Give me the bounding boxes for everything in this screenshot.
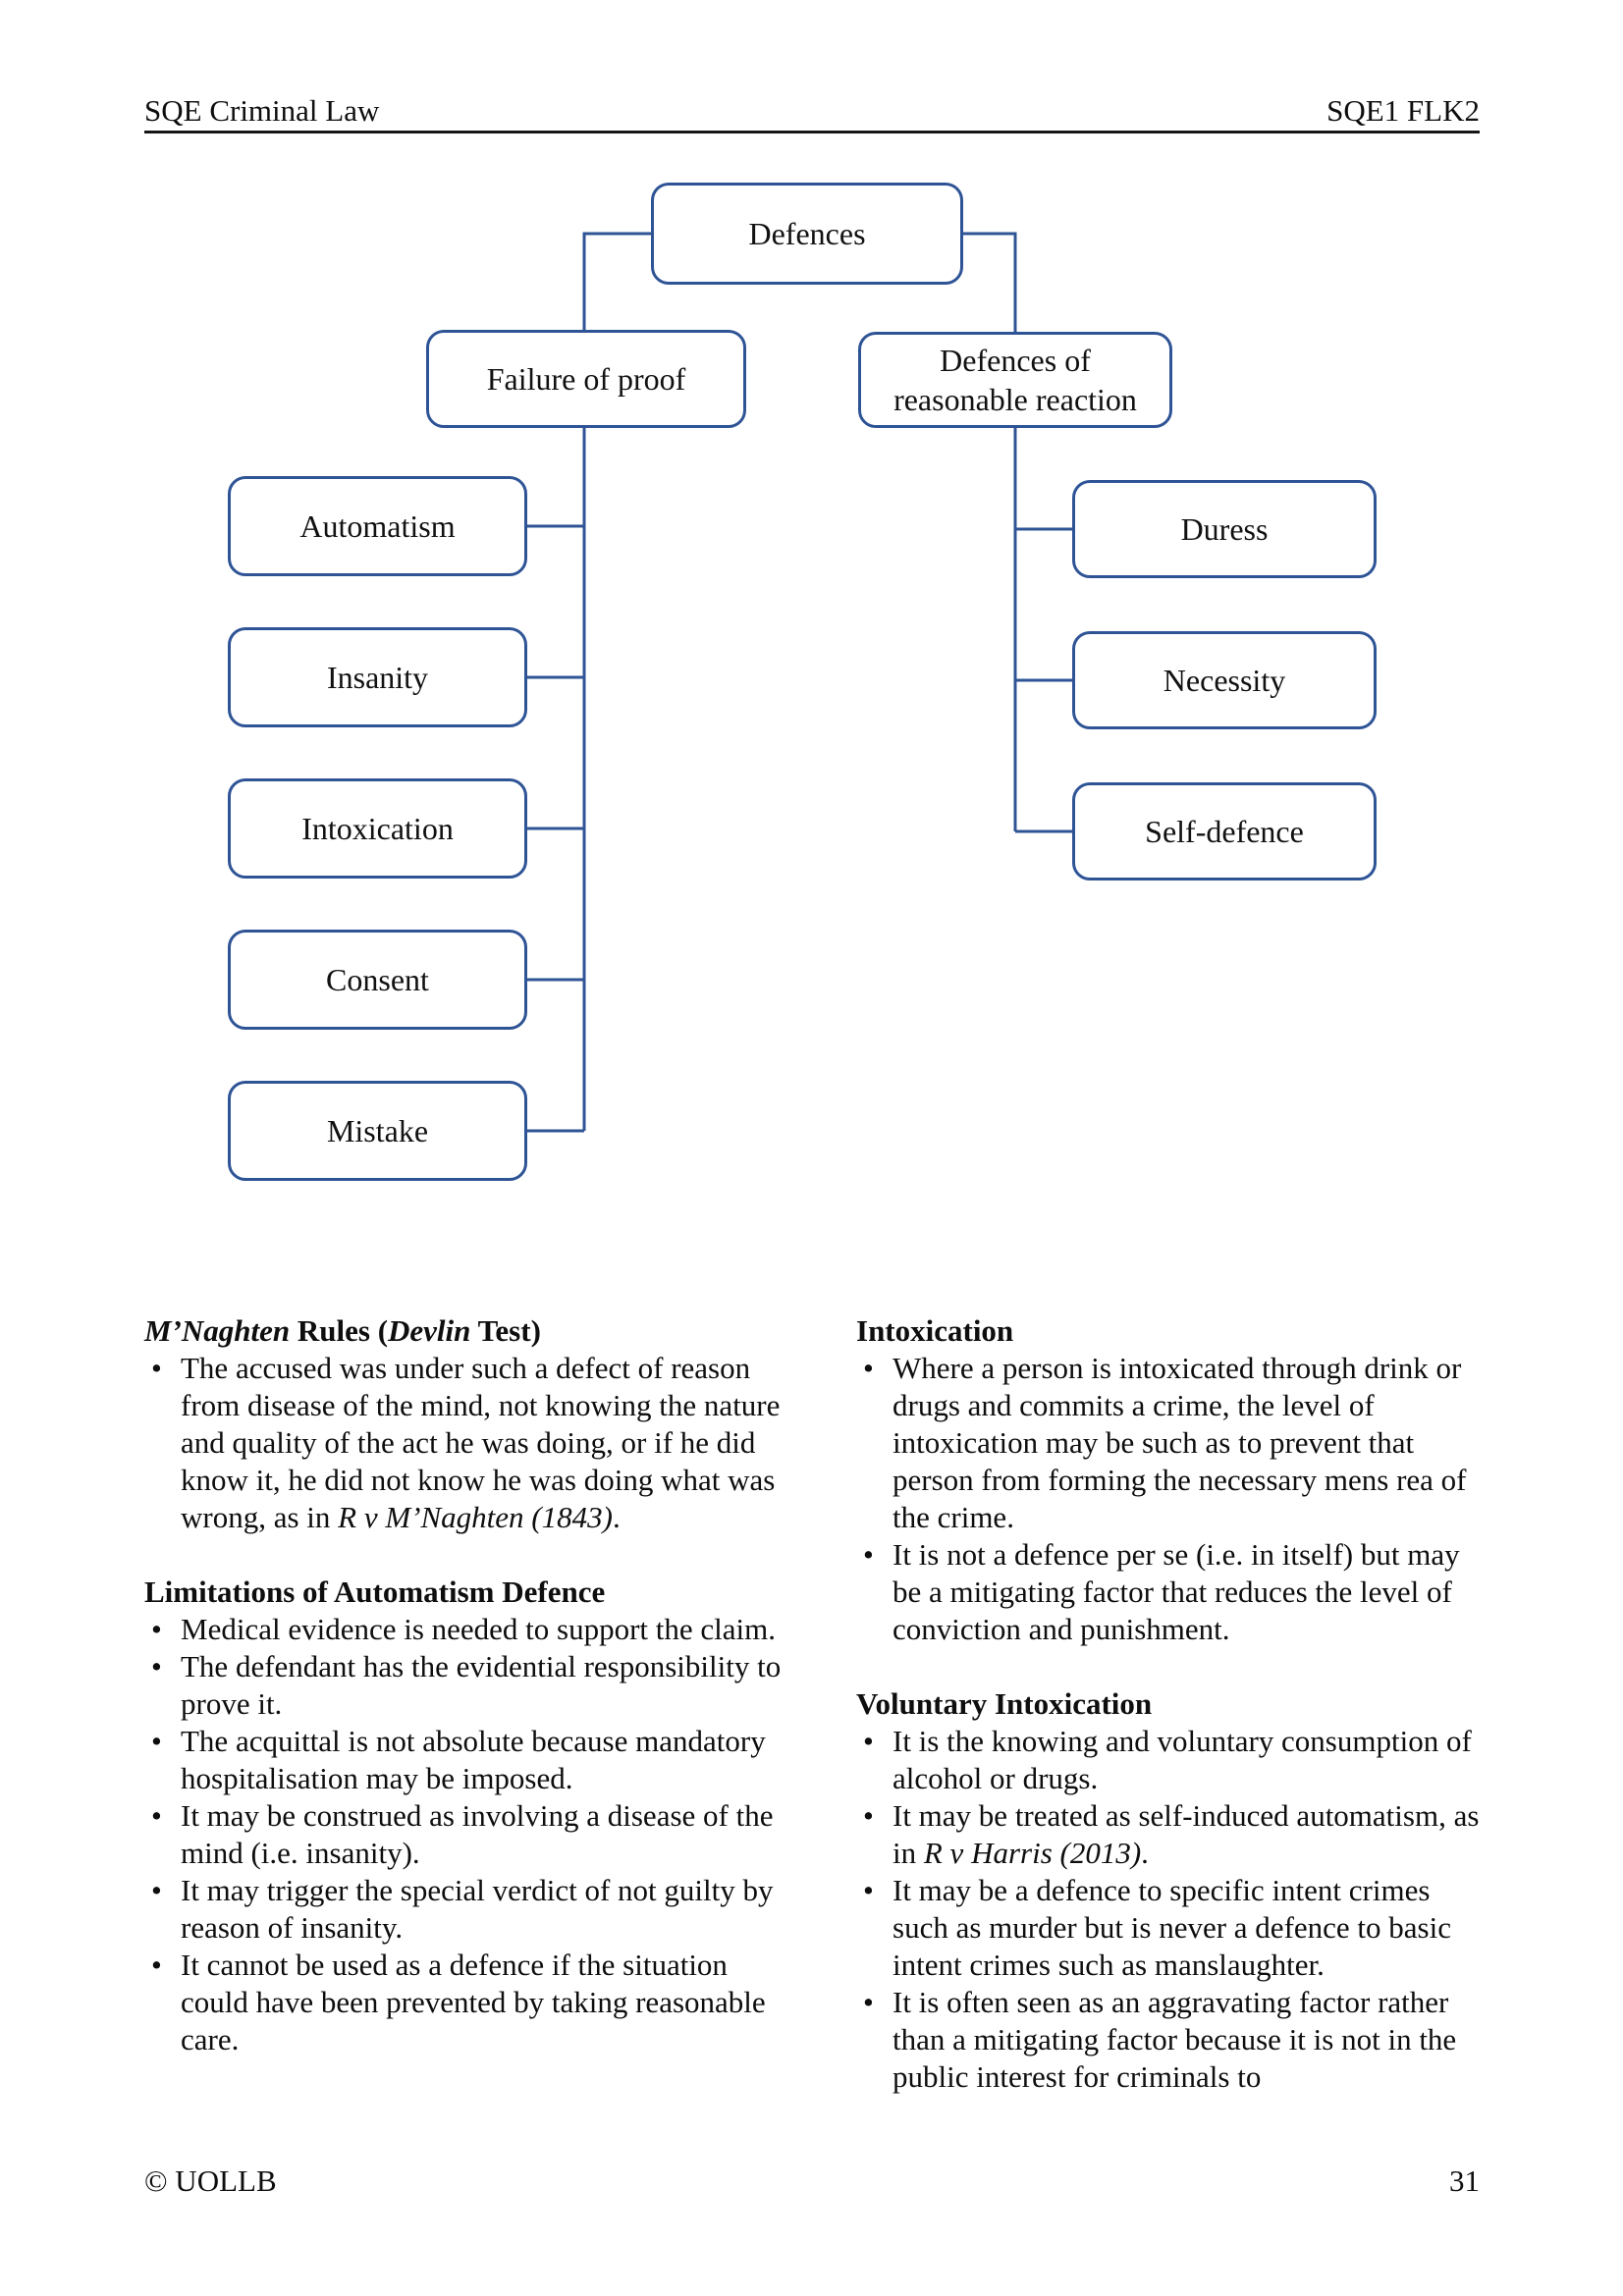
- header-left-text: SQE Criminal Law: [144, 93, 380, 128]
- bullet-icon: •: [863, 1724, 874, 1758]
- text-section: [144, 1312, 787, 1536]
- node-failure-of-proof: Failure of proof: [426, 330, 746, 428]
- bullet-icon: •: [863, 1351, 874, 1385]
- node-consent: Consent: [228, 930, 527, 1030]
- bullet-icon: •: [151, 1649, 162, 1683]
- bullet-text: The acquittal is not absolute because mandatory hospitalisation may be imposed.: [181, 1724, 766, 1795]
- column-right: [856, 1312, 1492, 2096]
- bullet-icon: •: [151, 1873, 162, 1907]
- bullet-text: It may be treated as self-induced automatism, as in R v Harris (2013).: [893, 1798, 1480, 1870]
- node-insanity: Insanity: [228, 627, 527, 727]
- connector-defences-to-reasonable: [963, 234, 1015, 332]
- section-heading: Voluntary Intoxication: [856, 1686, 1153, 1721]
- text-section: [856, 1685, 1492, 2096]
- copyright-text: © UOLLB: [144, 2163, 277, 2198]
- node-mistake: Mistake: [228, 1081, 527, 1181]
- bullet-item: [144, 1611, 787, 1648]
- bullet-item: [856, 1536, 1492, 1648]
- section-heading: Limitations of Automatism Defence: [144, 1575, 606, 1609]
- bullet-item: [856, 1350, 1492, 1536]
- node-automatism: Automatism: [228, 476, 527, 576]
- header-right-text: SQE1 FLK2: [1326, 93, 1480, 128]
- bullet-text: It is the knowing and voluntary consumption of alcohol or drugs.: [893, 1724, 1472, 1795]
- node-duress: Duress: [1072, 480, 1377, 578]
- node-defences: Defences: [651, 183, 963, 285]
- bullet-icon: •: [151, 1724, 162, 1758]
- bullet-icon: •: [863, 1798, 874, 1833]
- bullet-icon: •: [151, 1612, 162, 1646]
- page-footer: [144, 2163, 1480, 2199]
- bullet-item: [856, 1797, 1492, 1872]
- bullet-item: [144, 1872, 787, 1947]
- bullet-item: [856, 1872, 1492, 1984]
- column-left: [144, 1312, 787, 2058]
- bullet-icon: •: [151, 1798, 162, 1833]
- connector-defences-to-failure: [584, 234, 651, 330]
- page-number: 31: [1449, 2163, 1480, 2198]
- node-defences-of-reasonable-reaction: Defences of reasonable reaction: [858, 332, 1172, 428]
- bullet-list: [144, 1350, 787, 1536]
- bullet-item: [144, 1350, 787, 1536]
- section-heading: M’Naghten Rules (Devlin Test): [144, 1313, 541, 1348]
- bullet-text: The accused was under such a defect of reason from disease of the mind, not knowing the nature and quality of the act he was doing, or if he did know it, he did not know he was doing what was wrong, as in R v M’Naghten (1843).: [181, 1351, 781, 1534]
- bullet-list: [144, 1611, 787, 2058]
- text-section: [856, 1312, 1492, 1648]
- bullet-text: It may be a defence to specific intent crimes such as murder but is never a defence to basic intent crimes such as manslaughter.: [893, 1873, 1451, 1982]
- bullet-text: It may trigger the special verdict of not guilty by reason of insanity.: [181, 1873, 774, 1945]
- node-necessity: Necessity: [1072, 631, 1377, 729]
- bullet-text: The defendant has the evidential responsibility to prove it.: [181, 1649, 782, 1721]
- bullet-icon: •: [151, 1948, 162, 1982]
- text-section: [144, 1574, 787, 2058]
- bullet-text: Where a person is intoxicated through drink or drugs and commits a crime, the level of intoxication may be such as to prevent that person from forming the necessary mens rea of the crime.: [893, 1351, 1467, 1534]
- node-self-defence: Self-defence: [1072, 782, 1377, 881]
- bullet-text: It is often seen as an aggravating factor rather than a mitigating factor because it is not in the public interest for criminals to: [893, 1985, 1457, 2094]
- bullet-text: It may be construed as involving a disease of the mind (i.e. insanity).: [181, 1798, 774, 1870]
- bullet-icon: •: [863, 1537, 874, 1572]
- bullet-icon: •: [863, 1985, 874, 2019]
- bullet-item: [856, 1723, 1492, 1797]
- bullet-item: [144, 1723, 787, 1797]
- bullet-text: Medical evidence is needed to support the claim.: [181, 1612, 777, 1646]
- bullet-item: [856, 1984, 1492, 2096]
- section-heading: Intoxication: [856, 1313, 1014, 1348]
- bullet-text: It cannot be used as a defence if the situation could have been prevented by taking reasonable care.: [181, 1948, 766, 2056]
- bullet-item: [144, 1947, 787, 2058]
- bullet-icon: •: [863, 1873, 874, 1907]
- bullet-text: It is not a defence per se (i.e. in itself) but may be a mitigating factor that reduces the level of conviction and punishment.: [893, 1537, 1460, 1646]
- bullet-list: [856, 1723, 1492, 2096]
- bullet-item: [144, 1648, 787, 1723]
- bullet-list: [856, 1350, 1492, 1648]
- node-intoxication: Intoxication: [228, 778, 527, 879]
- bullet-icon: •: [151, 1351, 162, 1385]
- bullet-item: [144, 1797, 787, 1872]
